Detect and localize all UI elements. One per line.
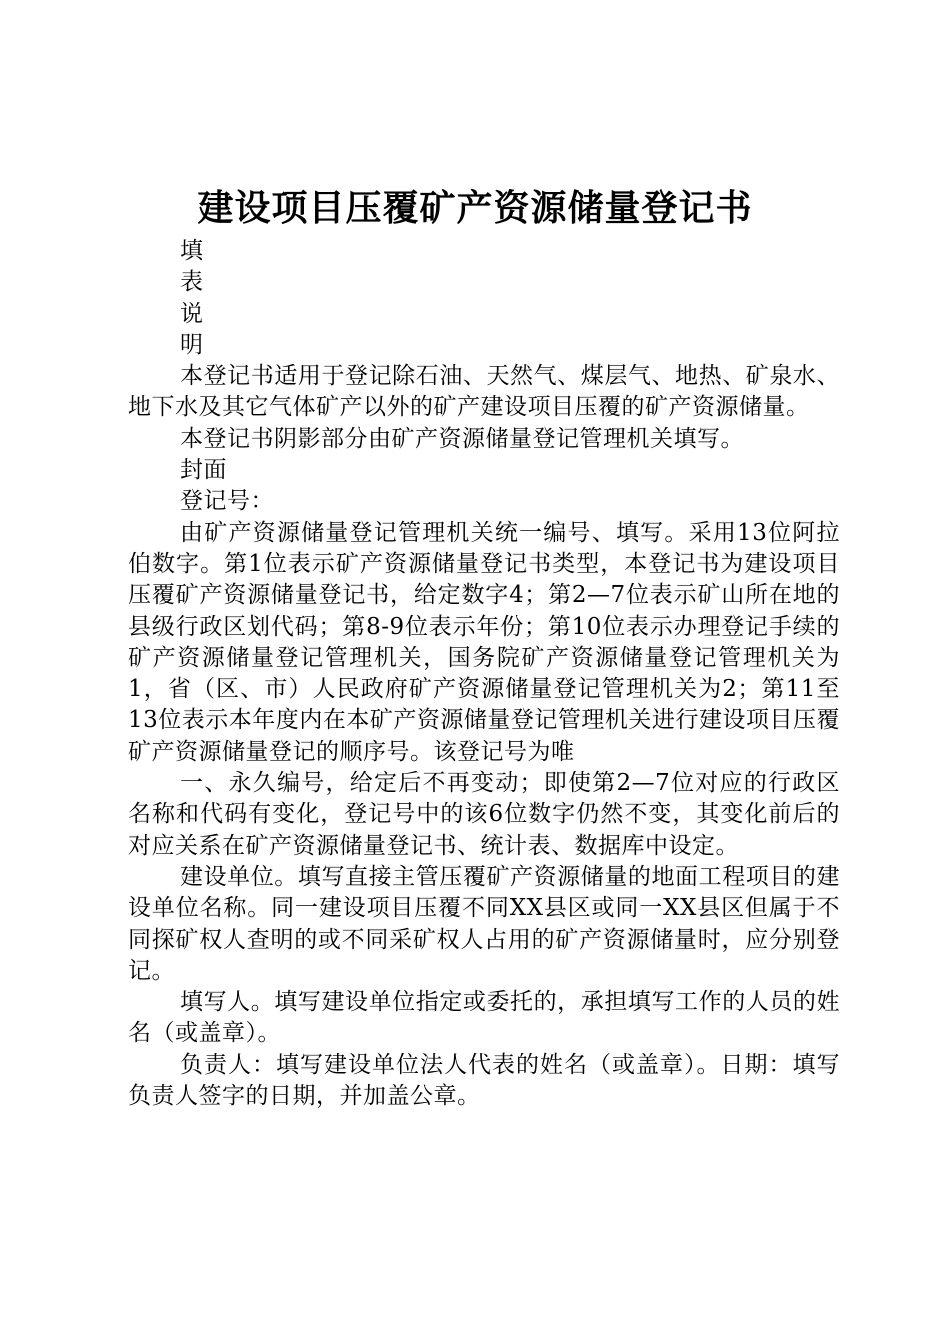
vertical-heading xyxy=(128,236,840,361)
paragraph-construction-unit: 建设单位。填写直接主管压覆矿产资源储量的地面工程项目的建设单位名称。同一建设项目压覆不同XX县区或同一XX县区但属于不同探矿权人查明的或不同采矿权人占用的矿产资源储量时，应分别登记。 xyxy=(128,863,840,984)
vertical-heading-char: 明 xyxy=(180,331,204,358)
paragraph-registration-number-rules: 由矿产资源储量登记管理机关统一编号、填写。采用13位阿拉伯数字。第1位表示矿产资源储量登记书类型，本登记书为建设项目压覆矿产资源储量登记书，给定数字4；第2—7位表示矿山所在地的县级行政区划代码；第8-9位表示年份；第10位表示办理登记手续的矿产资源储量登记管理机关，国务院矿产资源储量登记管理机关为1，省（区、市）人民政府矿产资源储量登记管理机关为2；第11至13位表示本年度内在本矿产资源储量登记管理机关进行建设项目压覆矿产资源储量登记的顺序号。该登记号为唯 xyxy=(128,519,840,765)
vertical-heading-char: 说 xyxy=(180,300,204,327)
paragraph-filler: 填写人。填写建设单位指定或委托的，承担填写工作的人员的姓名（或盖章）。 xyxy=(128,989,840,1047)
paragraph-scope: 本登记书适用于登记除石油、天然气、煤层气、地热、矿泉水、地下水及其它气体矿产以外的矿产建设项目压覆的矿产资源储量。 xyxy=(128,363,840,421)
paragraph-permanent-number: 一、永久编号，给定后不再变动；即使第2—7位对应的行政区名称和代码有变化，登记号中的该6位数字仍然不变，其变化前后的对应关系在矿产资源储量登记书、统计表、数据库中设定。 xyxy=(128,770,840,859)
paragraph-cover: 封面 xyxy=(180,457,227,484)
document-body xyxy=(128,236,840,1112)
paragraph-registration-number-label: 登记号： xyxy=(180,488,274,515)
document-title: 建设项目压覆矿产资源储量登记书 xyxy=(197,188,753,229)
paragraph-person-in-charge: 负责人：填写建设单位法人代表的姓名（或盖章）。日期：填写负责人签字的日期，并加盖公章。 xyxy=(128,1051,840,1110)
paragraph-shaded-area: 本登记书阴影部分由矿产资源储量登记管理机关填写。 xyxy=(180,425,744,452)
vertical-heading-char: 表 xyxy=(180,269,204,296)
vertical-heading-char: 填 xyxy=(180,238,204,264)
